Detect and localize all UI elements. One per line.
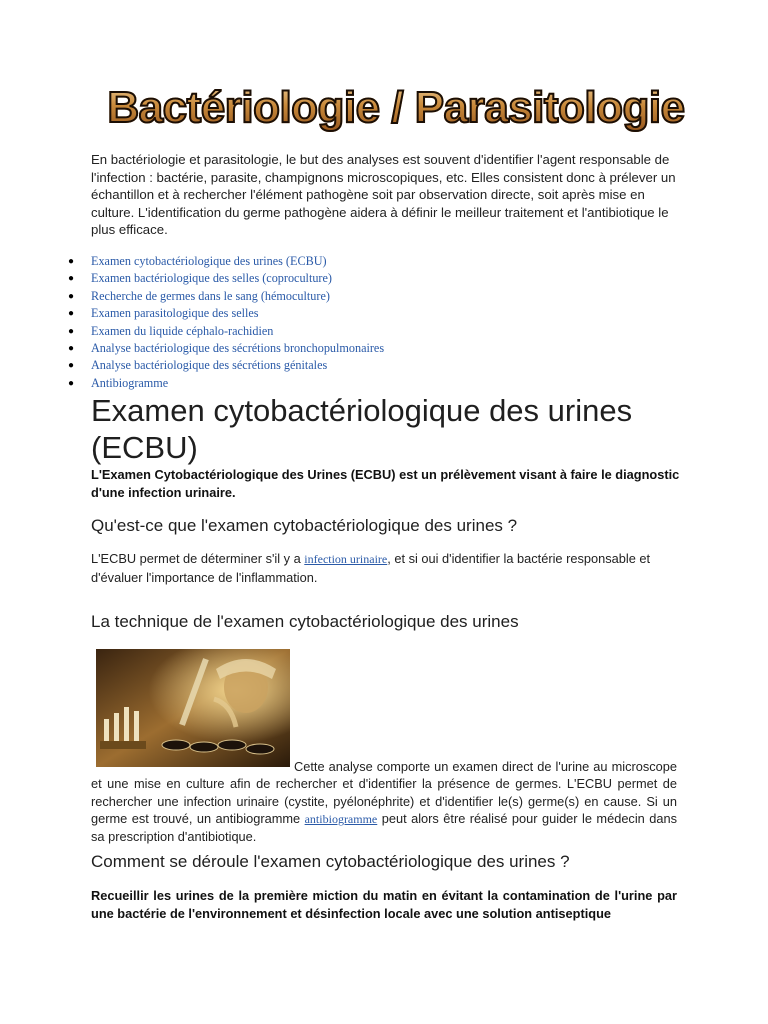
list-item bbox=[68, 340, 688, 357]
question-heading-procedure: Comment se déroule l'examen cytobactériologique des urines ? bbox=[91, 852, 570, 871]
topic-link[interactable]: Analyse bactériologique des sécrétions génitales bbox=[91, 358, 328, 373]
technique-paragraph bbox=[91, 758, 677, 845]
laboratory-photo-illustration bbox=[96, 649, 290, 767]
bullet-icon: ● bbox=[68, 290, 75, 302]
topic-link-list bbox=[68, 253, 688, 392]
bullet-icon: ● bbox=[68, 325, 75, 337]
definition-paragraph bbox=[91, 550, 677, 586]
intro-paragraph: En bactériologie et parasitologie, le but des analyses est souvent d'identifier l'agent responsable de l'infection : bactérie, parasite, champignons microscopiques, etc. Elles consistent donc à prélever un échantillon et à rechercher l'élément pathogène soit par observation directe, soit après mise en culture. L'identification du germe pathogène aidera à définir le meilleur traitement et l'antibiotique le plus efficace. bbox=[91, 152, 676, 237]
section-lead: L'Examen Cytobactériologique des Urines (ECBU) est un prélèvement visant à faire le diagnostic d'une infection urinaire. bbox=[91, 467, 680, 500]
technique-text-start: Cette analyse comporte un examen direct de l'urine au microscope et une mise en culture afin de rechercher et d'identifier la présence de germes. L'ECBU permet de rechercher une infection urinaire (cystite, pyélonéphrite) et d'identifier le(s) germe(s) en cause. Si un germe est trouvé, un antibiogramme bbox=[91, 759, 677, 826]
bullet-icon: ● bbox=[68, 342, 75, 354]
list-item bbox=[68, 323, 688, 340]
definition-text-end: , et si oui d'identifier la bactérie responsable et d'évaluer l'importance de l'inflammation. bbox=[91, 551, 651, 585]
bullet-icon: ● bbox=[68, 308, 75, 320]
list-item bbox=[68, 288, 688, 305]
list-item bbox=[68, 253, 688, 270]
question-heading-technique: La technique de l'examen cytobactériologique des urines bbox=[91, 612, 519, 631]
bullet-icon: ● bbox=[68, 256, 75, 267]
banner-title: Bactériologie / Parasitologie bbox=[96, 78, 696, 138]
definition-text-start: L'ECBU permet de déterminer s'il y a bbox=[91, 551, 305, 566]
list-item bbox=[68, 357, 688, 374]
topic-link[interactable]: Examen cytobactériologique des urines (ECBU) bbox=[91, 254, 327, 268]
list-item bbox=[68, 270, 688, 287]
technique-text-end: peut alors être réalisé pour guider le médecin dans sa prescription d'antibiotique. bbox=[91, 810, 677, 845]
topic-link[interactable]: Examen parasitologique des selles bbox=[91, 306, 259, 321]
section-title: Examen cytobactériologique des urines (ECBU) bbox=[91, 393, 633, 465]
topic-link[interactable]: Antibiogramme bbox=[91, 375, 169, 390]
urinary-infection-link[interactable]: infection urinaire bbox=[304, 552, 388, 566]
topic-link[interactable]: Examen bactériologique des selles (coproculture) bbox=[91, 271, 332, 286]
procedure-paragraph: Recueillir les urines de la première miction du matin en évitant la contamination de l'urine par une bactérie de l'environnement et désinfection locale avec une solution antiseptique bbox=[91, 888, 677, 921]
bullet-icon: ● bbox=[68, 273, 75, 285]
question-heading-what: Qu'est-ce que l'examen cytobactériologique des urines ? bbox=[91, 516, 518, 535]
antibiogram-link[interactable]: antibiogramme bbox=[304, 811, 378, 826]
bullet-icon: ● bbox=[68, 377, 75, 389]
list-item bbox=[68, 375, 688, 392]
topic-link[interactable]: Examen du liquide céphalo-rachidien bbox=[91, 323, 274, 338]
topic-link[interactable]: Analyse bactériologique des sécrétions bronchopulmonaires bbox=[91, 340, 385, 355]
laboratory-photo bbox=[96, 649, 290, 767]
list-item bbox=[68, 305, 688, 322]
bullet-icon: ● bbox=[68, 360, 75, 372]
topic-link[interactable]: Recherche de germes dans le sang (hémoculture) bbox=[91, 288, 330, 303]
